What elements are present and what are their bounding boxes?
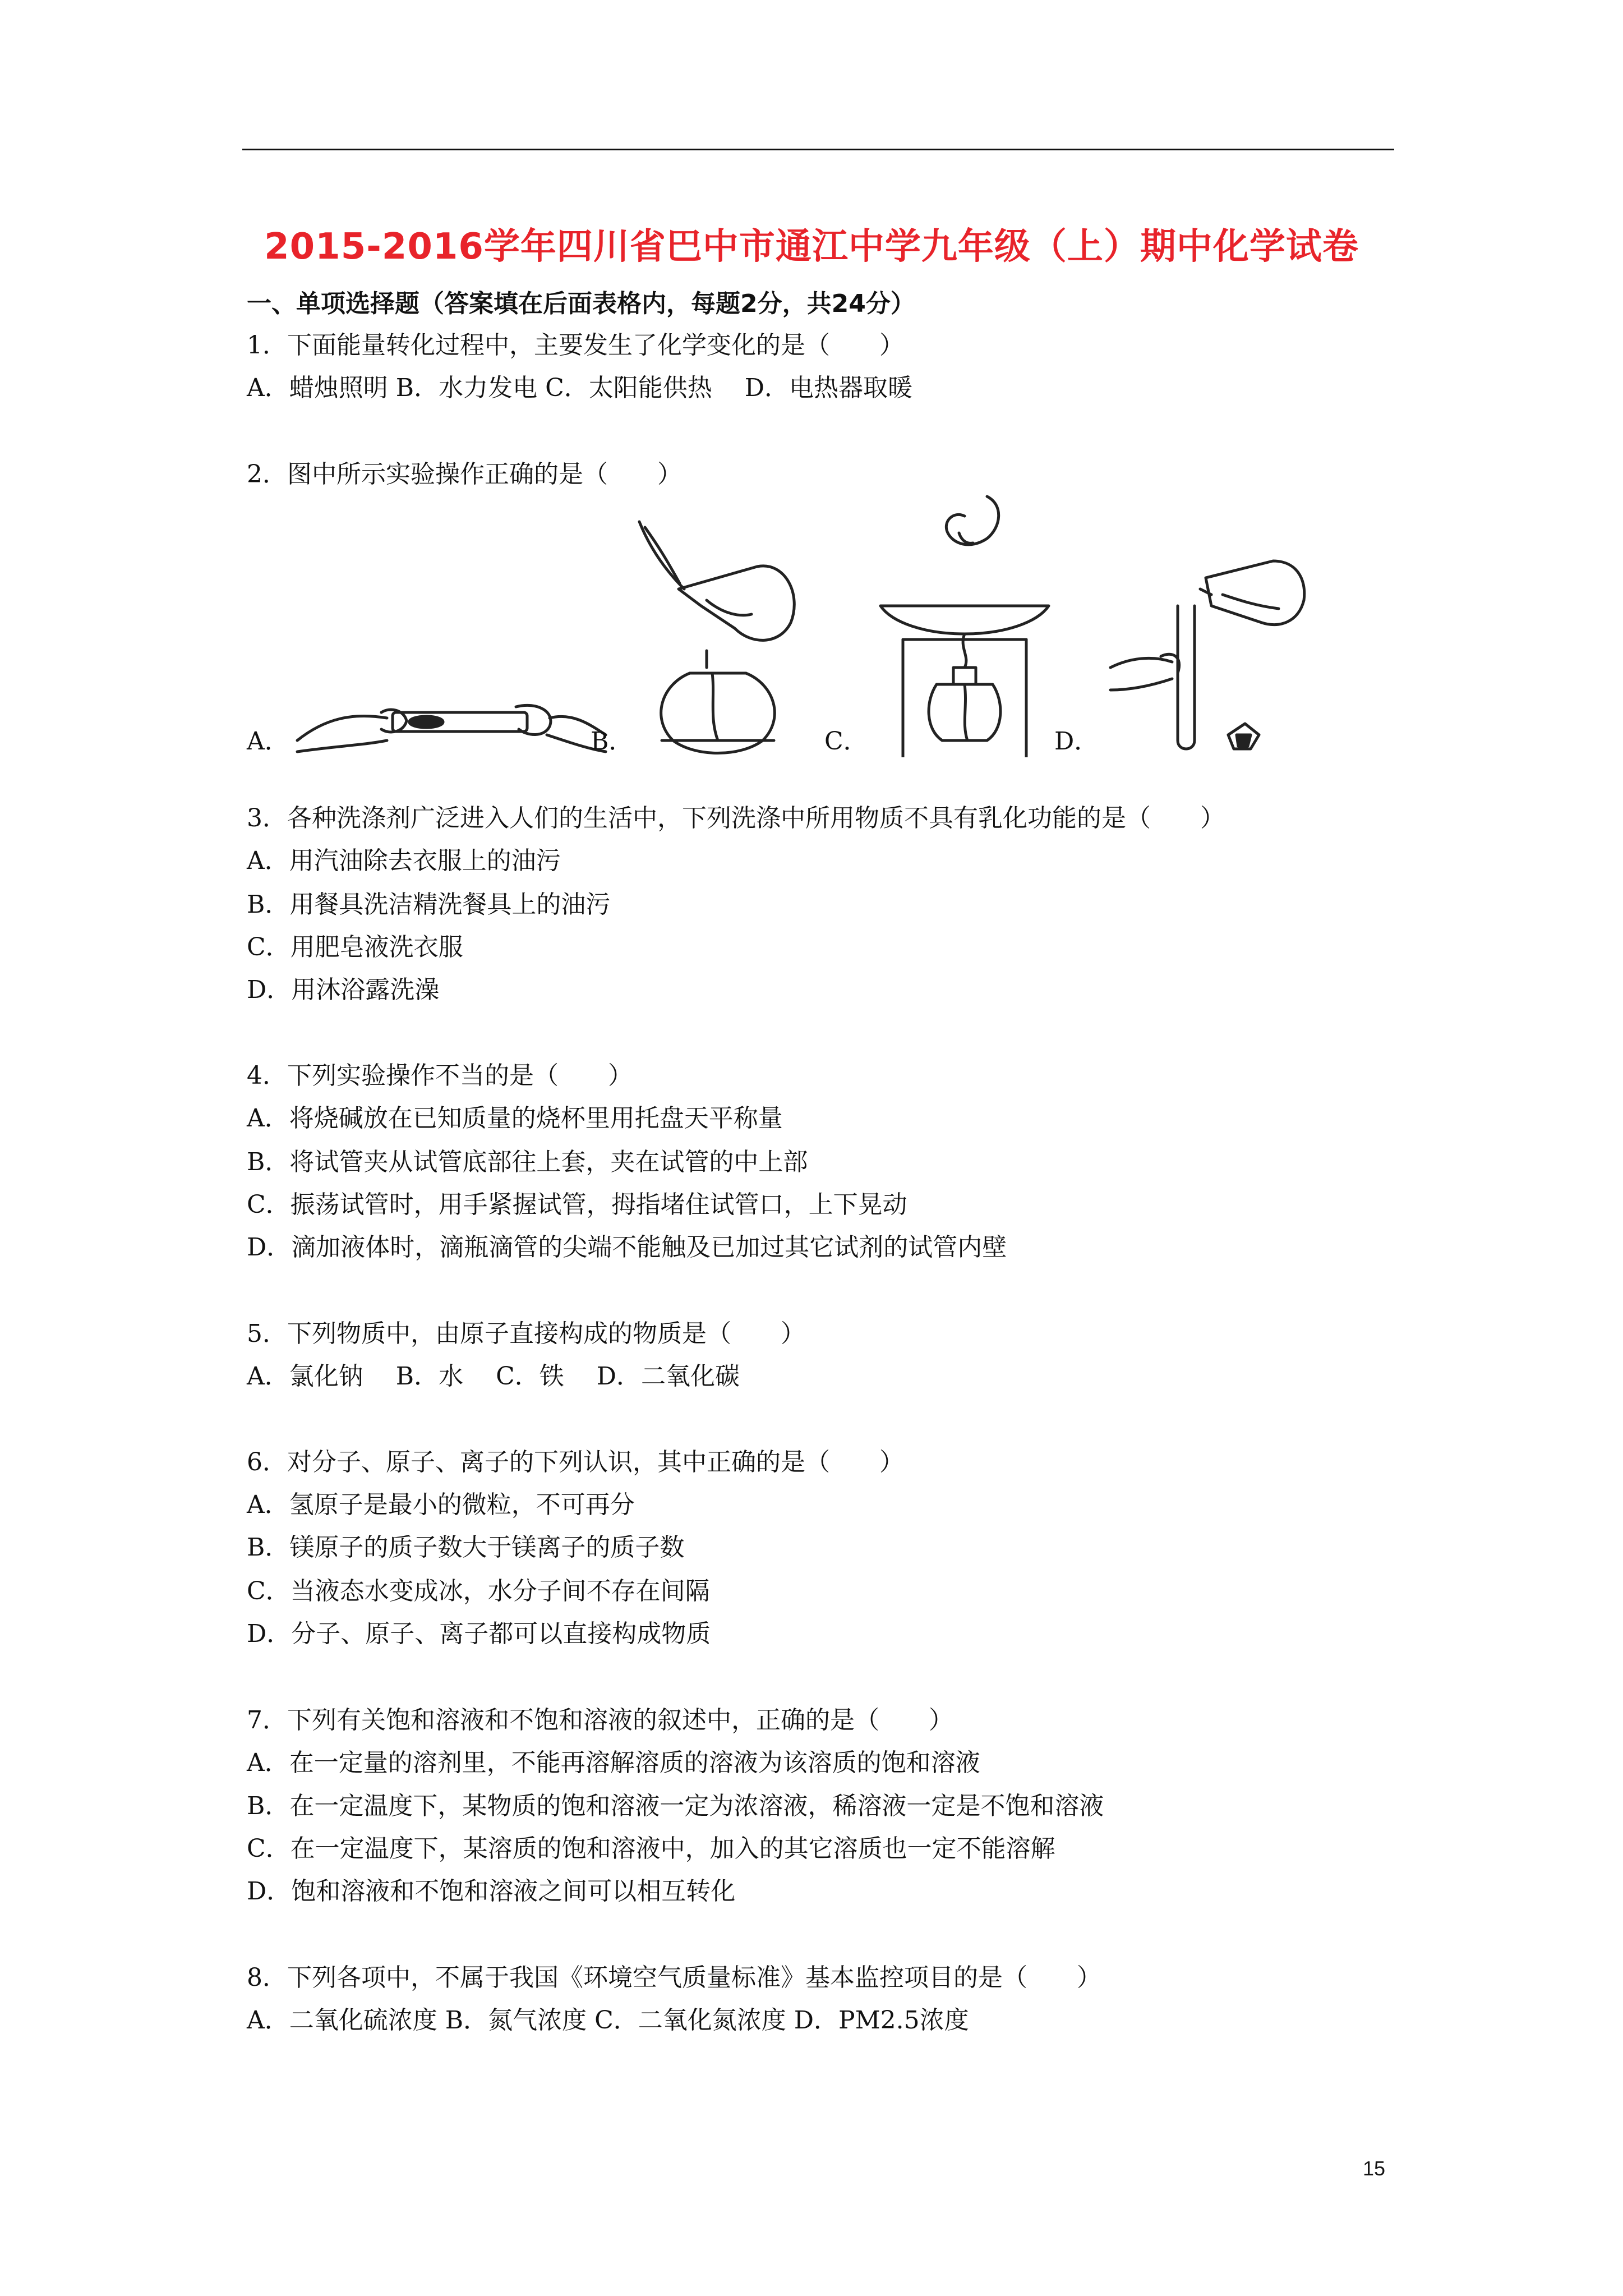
figure-b-label: B． [591, 727, 634, 756]
question-7-option-b: B．在一定温度下，某物质的饱和溶液一定为浓溶液，稀溶液一定是不饱和溶液 [247, 1792, 1104, 1820]
question-8-stem: 8．下列各项中，不属于我国《环境空气质量标准》基本监控项目的是（ ） [247, 1963, 1101, 1992]
figure-d-pouring-liquid [1099, 555, 1324, 757]
question-7-option-a: A．在一定量的溶剂里，不能再溶解溶质的溶液为该溶质的饱和溶液 [247, 1749, 980, 1777]
question-1-stem: 1．下面能量转化过程中，主要发生了化学变化的是（ ） [247, 331, 904, 360]
figure-c-evaporation-dish [869, 494, 1060, 757]
question-6-option-d: D．分子、原子、离子都可以直接构成物质 [247, 1619, 711, 1648]
question-3-option-d: D．用沐浴露洗澡 [247, 976, 440, 1004]
question-6-option-a: A．氢原子是最小的微粒，不可再分 [247, 1490, 635, 1519]
question-6-option-c: C．当液态水变成冰，水分子间不存在间隔 [247, 1577, 710, 1605]
figure-b-alcohol-lamp-lighting [628, 516, 808, 757]
question-5-options: A．氯化钠 B．水 C．铁 D．二氧化碳 [247, 1362, 740, 1391]
figure-a-test-paper-ph [292, 673, 611, 763]
question-2-stem: 2．图中所示实验操作正确的是（ ） [247, 460, 682, 489]
question-3-option-c: C．用肥皂液洗衣服 [247, 933, 463, 961]
question-4-option-d: D．滴加液体时，滴瓶滴管的尖端不能触及已加过其它试剂的试管内壁 [247, 1233, 1007, 1262]
question-4-option-b: B．将试管夹从试管底部往上套，夹在试管的中上部 [247, 1148, 808, 1176]
question-4-stem: 4．下列实验操作不当的是（ ） [247, 1061, 633, 1090]
question-3-stem: 3．各种洗涤剂广泛进入人们的生活中，下列洗涤中所用物质不具有乳化功能的是（ ） [247, 804, 1225, 832]
figure-c-label: C． [824, 727, 868, 756]
question-7-option-d: D．饱和溶液和不饱和溶液之间可以相互转化 [247, 1877, 736, 1906]
header-rule [242, 149, 1394, 150]
question-3-option-b: B．用餐具洗洁精洗餐具上的油污 [247, 890, 611, 919]
question-4-option-a: A．将烧碱放在已知质量的烧杯里用托盘天平称量 [247, 1104, 783, 1133]
question-7-option-c: C．在一定温度下，某溶质的饱和溶液中，加入的其它溶质也一定不能溶解 [247, 1834, 1055, 1863]
question-2-figures [247, 505, 1413, 763]
question-4-option-c: C．振荡试管时，用手紧握试管，拇指堵住试管口，上下晃动 [247, 1190, 907, 1219]
question-3-option-a: A．用汽油除去衣服上的油污 [247, 846, 561, 875]
question-5-stem: 5．下列物质中，由原子直接构成的物质是（ ） [247, 1319, 805, 1348]
question-6-option-b: B．镁原子的质子数大于镁离子的质子数 [247, 1533, 685, 1562]
figure-d-label: D． [1054, 727, 1099, 756]
page-title: 2015-2016学年四川省巴中市通江中学九年级（上）期中化学试卷 [264, 226, 1359, 268]
question-1-options: A．蜡烛照明 B．水力发电 C．太阳能供热 D．电热器取暖 [247, 374, 913, 402]
question-7-stem: 7．下列有关饱和溶液和不饱和溶液的叙述中，正确的是（ ） [247, 1706, 953, 1734]
question-8-options: A．二氧化硫浓度 B．氮气浓度 C．二氧化氮浓度 D．PM2.5浓度 [247, 2006, 969, 2035]
figure-a-label: A． [247, 727, 289, 756]
section-heading: 一、单项选择题（答案填在后面表格内，每题2分，共24分） [247, 289, 915, 318]
page-number: 15 [1363, 2157, 1386, 2180]
question-6-stem: 6．对分子、原子、离子的下列认识，其中正确的是（ ） [247, 1448, 904, 1476]
